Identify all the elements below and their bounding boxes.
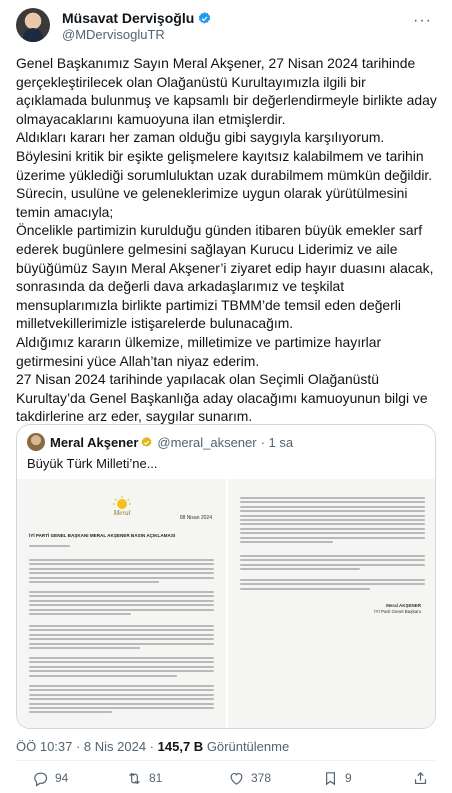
like-count: 378 xyxy=(251,771,272,785)
press-release-text-block xyxy=(29,591,214,617)
press-release-text-block xyxy=(29,657,214,679)
press-release-page-2[interactable] xyxy=(228,479,436,729)
press-release-page-1[interactable] xyxy=(17,479,226,729)
quoted-time: · 1 sa xyxy=(260,434,294,450)
bookmark-count: 9 xyxy=(345,771,352,785)
press-release-text-block xyxy=(29,685,214,716)
press-release-text-block xyxy=(240,555,425,573)
press-release-title: İYİ PARTİ GENEL BAŞKANI MERAL AKŞENER BASIN AÇIKLAMASI xyxy=(29,533,176,538)
tweet-meta xyxy=(16,739,289,754)
like-button[interactable] xyxy=(228,770,271,787)
tweet-text xyxy=(16,54,440,426)
tweet-paragraph: Öncelikle partimizin kurulduğu günden itibaren büyük emekler sarf ederek bugünlere gelmesini sağlayan Kurucu Liderimiz ve aile büyüğümüz Sayın Meral Akşener’i ziyaret edip hayır duasını alacak, sonrasında da değerli dava arkadaşlarımız ve teşkilat mensuplarımızla birlikte partimizi TBMM’de temsil eden değerli milletvekillerimizle istişarelerde bulunacağım. xyxy=(16,222,434,332)
tweet-paragraph: Aldıkları kararı her zaman olduğu gibi saygıyla karşılıyorum. xyxy=(16,129,385,146)
tweet-timestamp[interactable]: ÖÖ 10:37 · 8 Nis 2024 · xyxy=(16,739,155,754)
signature-name: Meral AKŞENER xyxy=(386,603,421,608)
quoted-header xyxy=(27,433,293,451)
press-release-signature xyxy=(374,603,421,615)
view-count: 145,7 B xyxy=(157,739,204,754)
repost-count: 81 xyxy=(149,771,163,785)
quoted-avatar xyxy=(27,433,45,451)
quoted-text: Büyük Türk Milleti’ne... xyxy=(27,456,158,471)
heart-icon xyxy=(228,770,245,787)
quoted-tweet[interactable] xyxy=(16,424,436,729)
reply-icon xyxy=(32,770,49,787)
share-icon xyxy=(412,770,429,787)
share-button[interactable] xyxy=(412,770,435,787)
press-release-text-block xyxy=(29,625,214,651)
quoted-media[interactable] xyxy=(17,479,436,729)
press-release-text-block xyxy=(240,497,425,545)
author-name[interactable]: Müsavat Dervişoğlu xyxy=(62,10,195,26)
divider xyxy=(16,760,436,761)
reply-button[interactable] xyxy=(32,770,68,787)
party-logo-icon xyxy=(102,495,142,521)
quoted-author-name: Meral Akşener xyxy=(50,434,139,450)
reply-count: 94 xyxy=(55,771,69,785)
bookmark-button[interactable] xyxy=(322,770,352,787)
tweet-paragraph: 27 Nisan 2024 tarihinde yapılacak olan Seçimli Olağanüstü Kurultay’da Genel Başkanlığa aday olacağımı kamuoyunun bilgi ve takdirlerine arz eder, saygılar sunarım. xyxy=(16,371,428,425)
tweet-paragraph: Böylesini kritik bir eşikte gelişmelere kayıtsız kalabilmem ve tarihin üzerime yüklediği sorumluluktan uzak durabilmem mümkün değildir. xyxy=(16,147,433,183)
signature-title: İYİ Parti Genel Başkanı xyxy=(374,609,421,614)
tweet-paragraph: Genel Başkanımız Sayın Meral Akşener, 27 Nisan 2024 tarihinde gerçekleştirilecek olan Olağanüstü Kurultayımızla ilgili bir açıklamada bulunmuş ve kapsamlı bir değerlendirmeyle birlikte aday olmayacaklarını kamuoyuna ilan etmişlerdir. xyxy=(16,55,437,127)
verified-badge-icon xyxy=(197,11,212,26)
tweet-header xyxy=(16,8,436,48)
repost-button[interactable] xyxy=(126,770,162,787)
tweet-paragraph: Aldığımız kararın ülkemize, milletimize ve partimize hayırlar getirmesini yüce Allah’tan niyaz ederim. xyxy=(16,333,382,369)
press-release-text-block xyxy=(240,579,425,592)
author-name-row xyxy=(62,10,212,26)
svg-text:Meral: Meral xyxy=(112,509,131,517)
quoted-author-handle: @meral_aksener xyxy=(157,434,257,450)
bookmark-icon xyxy=(322,770,339,787)
view-count-label: Görüntülenme xyxy=(206,739,290,754)
verified-badge-icon xyxy=(140,436,153,449)
author-handle[interactable]: @MDervisogluTR xyxy=(62,27,165,42)
author-avatar[interactable] xyxy=(16,8,50,42)
press-release-date: 08 Nisan 2024 xyxy=(179,515,212,521)
action-bar xyxy=(16,766,436,790)
press-release-text-block xyxy=(29,559,214,585)
more-options-icon[interactable]: ··· xyxy=(413,12,432,29)
tweet-paragraph: Sürecin, usulüne ve geleneklerimize uygun olarak yürütülmesini temin amacıyla; xyxy=(16,185,408,220)
press-release-text-block xyxy=(29,545,214,549)
repost-icon xyxy=(126,770,143,787)
